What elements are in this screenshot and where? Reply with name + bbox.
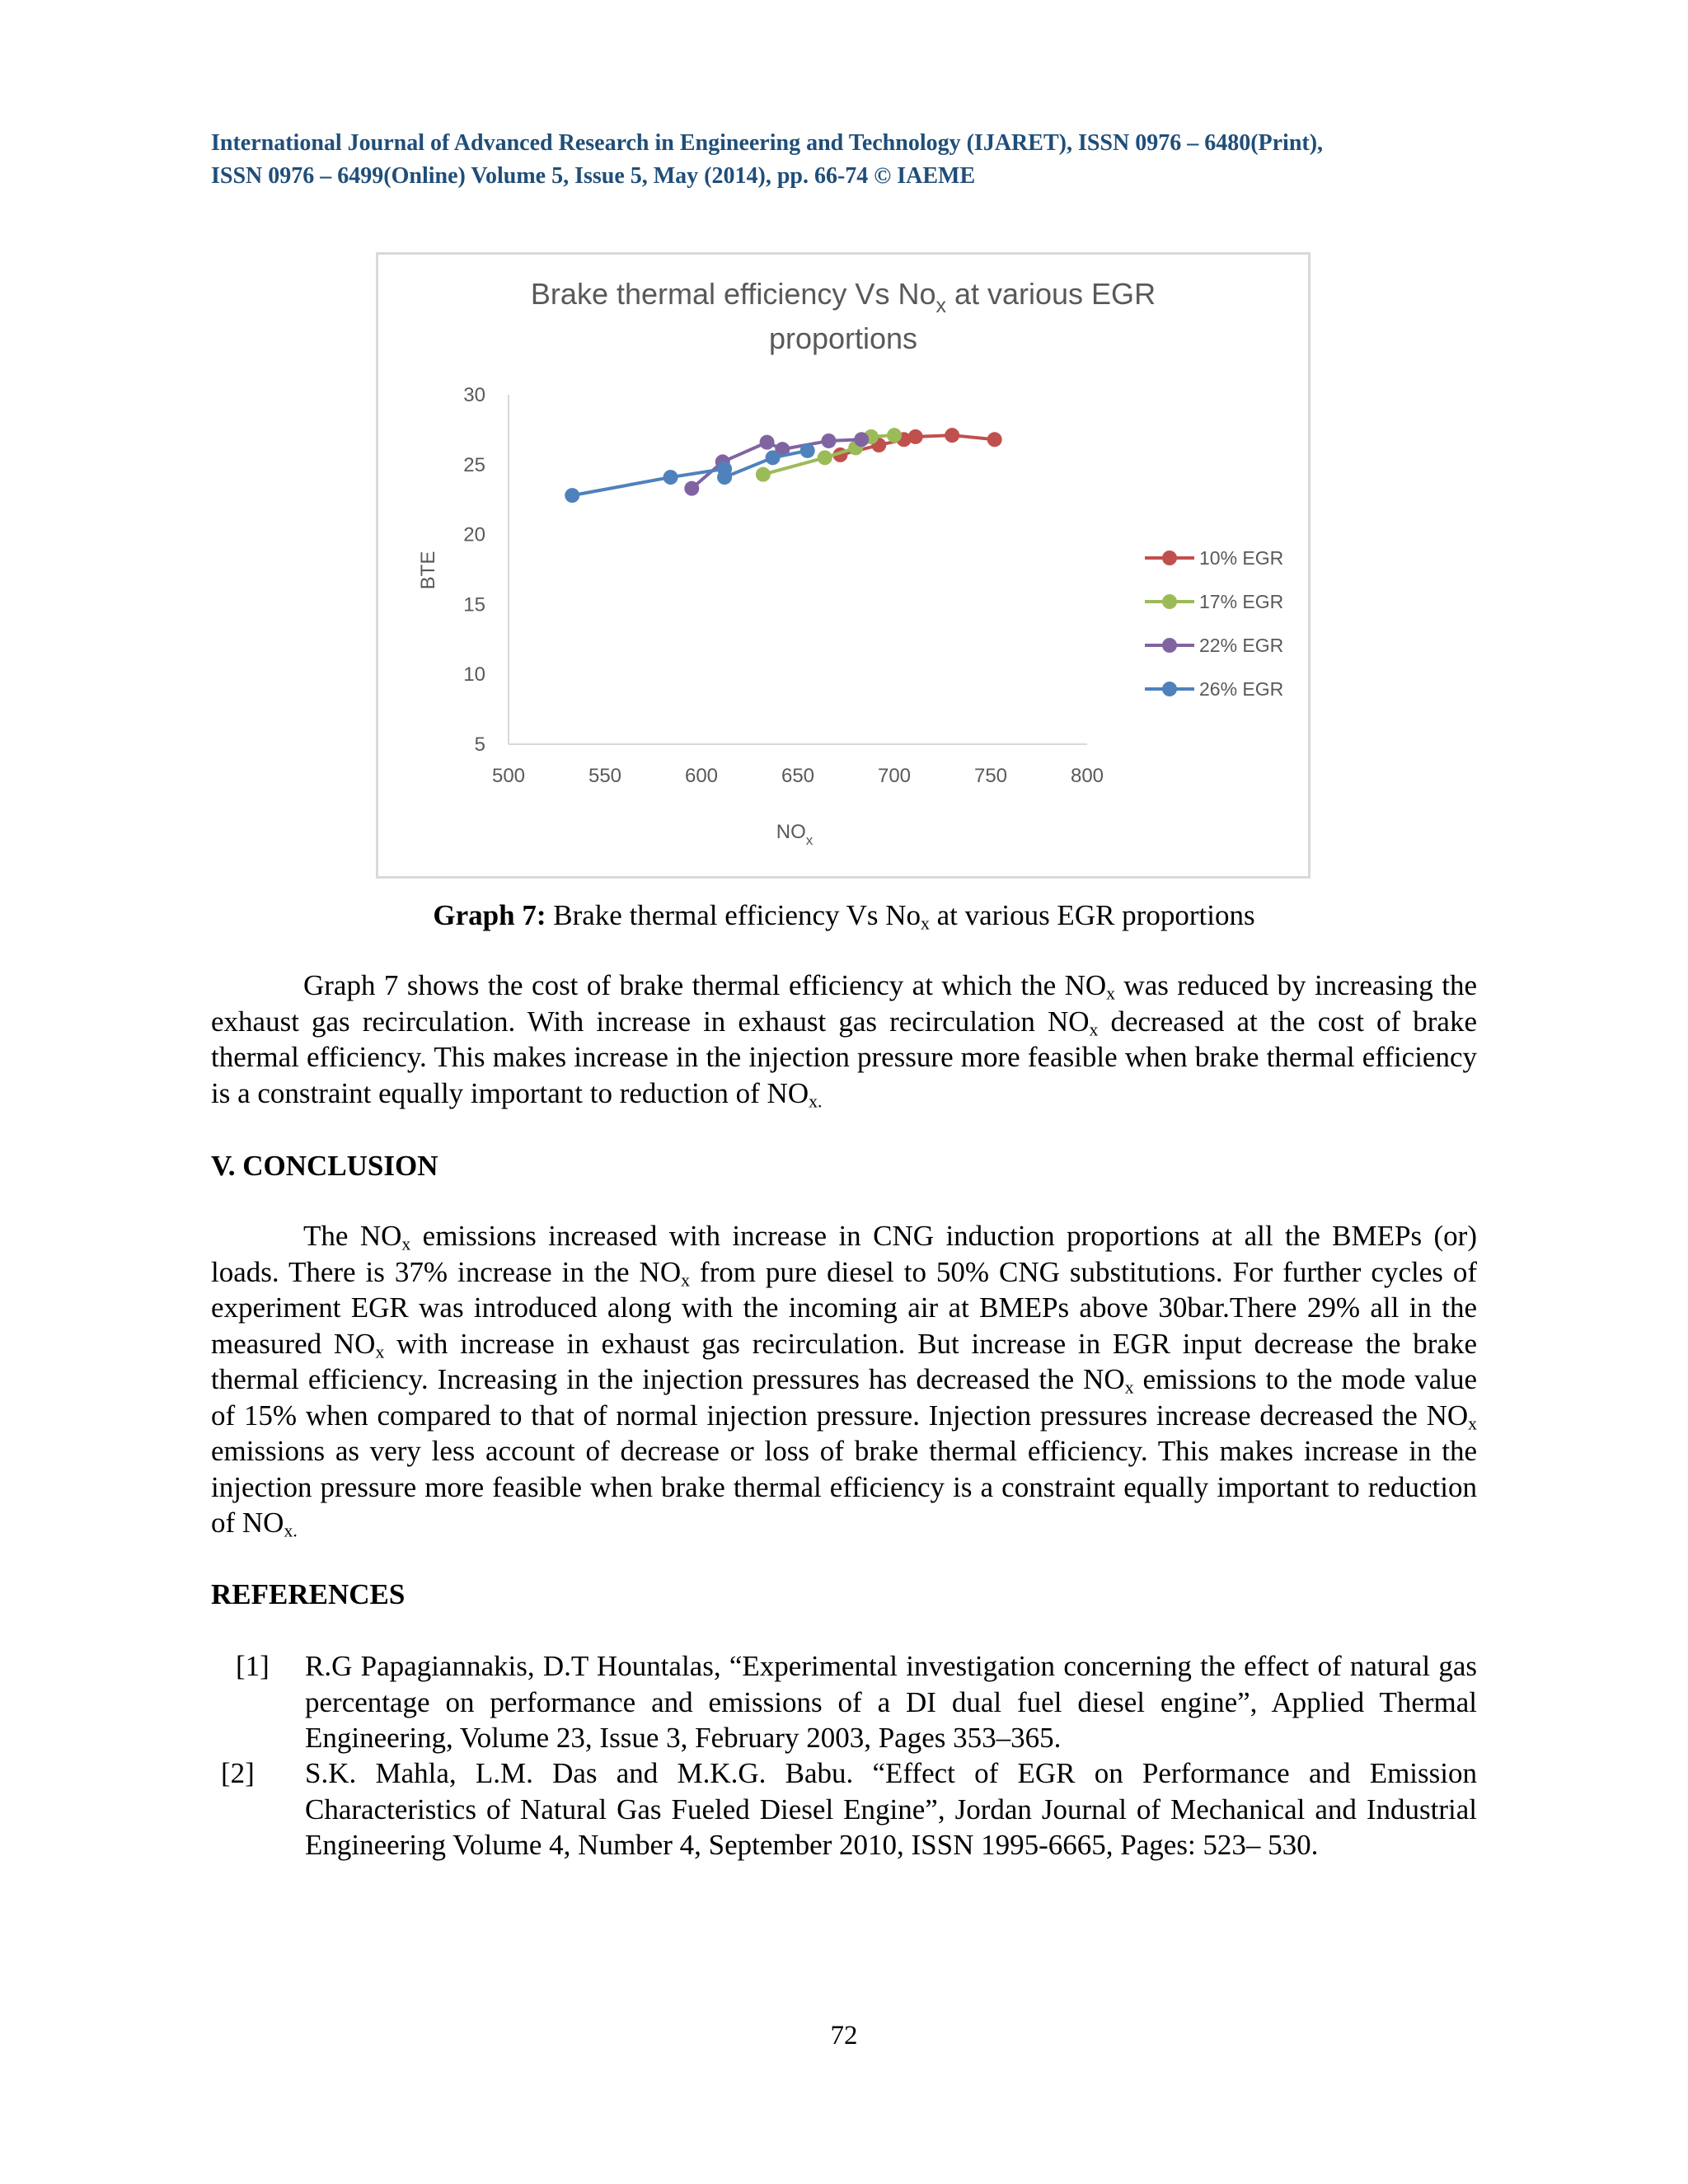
data-point (565, 488, 579, 503)
reference-item (211, 1755, 1477, 1863)
conclusion-heading: V. CONCLUSION (211, 1150, 438, 1182)
legend-marker (1162, 551, 1177, 565)
legend-marker (1162, 682, 1177, 696)
x-tick-label: 550 (588, 765, 622, 787)
data-point (717, 470, 732, 485)
legend-item (1145, 547, 1283, 569)
x-tick-label: 700 (877, 765, 912, 787)
legend-marker (1162, 594, 1177, 609)
reference-number: [1] (236, 1650, 270, 1682)
legend-item (1145, 635, 1283, 656)
paragraph-conclusion: The $NO_x$ emissions increased with increase in CNG induction proportions at all the BMEPs (or) loads. There is 37% increase in the $NO_x$ from pure diesel to 50% CNG substitutions. For further cycles of experiment EGR was introduced along with the incoming air at BMEPs above 30bar.There 29% all in the measured $NO_x$ with increase in exhaust gas recirculation. But increase in EGR input decrease the brake thermal efficiency. Increasing in the injection pressures has decreased the $NO_x$ emissions to the mode value of 15% when compared to that of normal injection pressure. Injection pressures increase decreased the $NO_x$ emissions as very less account of decrease or loss of brake thermal efficiency. This makes increase in the injection pressure more feasible when brake thermal efficiency is a constraint equally important to reduction of $NO_{x.}$ (211, 1220, 1477, 1541)
legend-label: 22% EGR (1199, 635, 1284, 656)
journal-header (211, 127, 1477, 193)
data-point (766, 450, 781, 465)
paragraph-graph7: Graph 7 shows the cost of brake thermal efficiency at which the $NO_x$ was reduced by increasing the exhaust gas recirculation. With increase in exhaust gas recirculation $NO_x$ decreased at the cost of brake thermal efficiency. This makes increase in the injection pressure more feasible when brake thermal efficiency is a constraint equally important to reduction of $NO_{x.}$ (211, 969, 1477, 1111)
legend-label: 10% EGR (1199, 547, 1284, 569)
y-axis-label: BTE (417, 551, 439, 590)
x-tick-label: 650 (781, 765, 815, 787)
y-tick-label: 25 (463, 453, 485, 476)
data-point (663, 470, 678, 485)
journal-header-line2: ISSN 0976 – 6499(Online) Volume 5, Issue 5, May (2014), pp. 66-74 © IAEME (211, 163, 976, 189)
reference-item (211, 1648, 1477, 1756)
y-tick-label: 15 (463, 593, 485, 616)
caption-text-b: at various EGR proportions (929, 899, 1255, 931)
reference-text: S.K. Mahla, L.M. Das and M.K.G. Babu. “Effect of EGR on Performance and Emission Characteristics of Natural Gas Fueled Diesel Engine”, Jordan Journal of Mechanical and Industrial Engineering Volume 4, Number 4, September 2010, ISSN 1995-6665, Pages: 523– 530. (305, 1757, 1477, 1861)
caption-text-a: Brake thermal efficiency Vs No (546, 899, 921, 931)
legend-label: 17% EGR (1199, 591, 1284, 612)
btesvsnox-chart (378, 255, 1308, 876)
caption-sub: x (921, 913, 930, 934)
data-point (887, 428, 902, 443)
data-point (800, 443, 815, 458)
y-tick-label: 10 (463, 663, 485, 687)
data-point (908, 429, 923, 444)
data-point (760, 435, 775, 450)
y-tick-label: 20 (463, 523, 485, 546)
y-tick-label: 5 (474, 733, 485, 756)
data-point (684, 481, 699, 496)
x-tick-label: 800 (1070, 765, 1104, 787)
data-point (987, 432, 1002, 447)
data-point (756, 467, 771, 482)
journal-header-line1: International Journal of Advanced Research in Engineering and Technology (IJARET), ISSN 0976 – 6480(Print), (211, 130, 1324, 156)
data-point (854, 432, 869, 447)
x-tick-label: 500 (491, 765, 526, 787)
legend-item (1145, 678, 1283, 700)
legend-label: 26% EGR (1199, 678, 1284, 700)
data-point (818, 450, 832, 465)
y-tick-label: 30 (463, 384, 485, 406)
page-number: 72 (830, 2021, 858, 2050)
x-axis-label: $NO_x$ (776, 821, 814, 848)
legend-item (1145, 591, 1283, 612)
x-tick-label: 600 (684, 765, 719, 787)
legend-marker (1162, 638, 1177, 653)
data-point (945, 428, 959, 443)
reference-text: R.G Papagiannakis, D.T Hountalas, “Experimental investigation concerning the effect of natural gas percentage on performance and emissions of a DI dual fuel diesel engine”, Applied Thermal Engineering, Volume 23, Issue 3, February 2003, Pages 353–365. (305, 1650, 1477, 1754)
figure-caption (211, 897, 1477, 935)
chart-title-line1: Brake thermal efficiency Vs $No_x$ at various EGR (530, 277, 1156, 317)
reference-number: [2] (221, 1757, 255, 1789)
chart-series (565, 428, 1001, 503)
chart-legend (1145, 547, 1283, 700)
references-heading: REFERENCES (211, 1578, 406, 1610)
chart-frame (376, 252, 1311, 879)
x-tick-label: 750 (973, 765, 1008, 787)
chart-title-line2: proportions (768, 321, 918, 355)
caption-label: Graph 7: (433, 899, 546, 931)
data-point (821, 434, 836, 448)
